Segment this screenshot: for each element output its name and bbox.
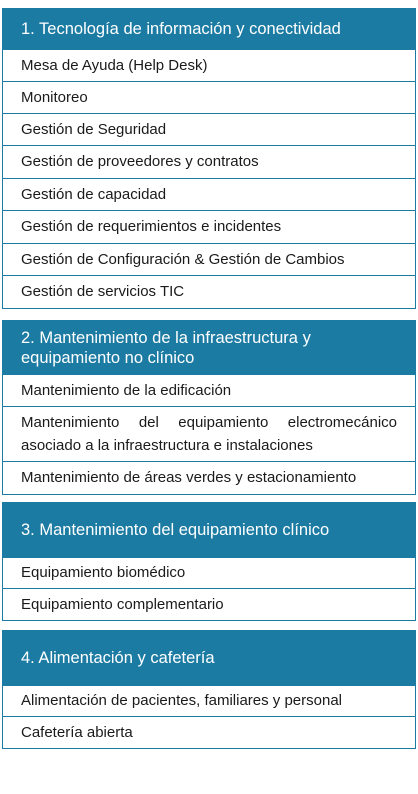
section-title: 4. Alimentación y cafetería <box>21 648 215 667</box>
list-item: Alimentación de pacientes, familiares y personal <box>2 685 416 717</box>
section-alimentacion <box>2 630 416 749</box>
list-item: Gestión de proveedores y contratos <box>2 146 416 179</box>
section-tic <box>2 8 416 309</box>
list-item: Cafetería abierta <box>2 717 416 749</box>
section-title: 1. Tecnología de información y conectividad <box>21 19 341 38</box>
list-item: Mantenimiento de la edificación <box>2 374 416 407</box>
section-title: 3. Mantenimiento del equipamiento clínico <box>21 520 330 539</box>
section-title: 2. Mantenimiento de la infraestructura y equipamiento no clínico <box>21 329 311 367</box>
list-item: Gestión de Seguridad <box>2 114 416 146</box>
section-header <box>2 8 416 49</box>
list-item: Mantenimiento de áreas verdes y estacionamiento <box>2 462 416 495</box>
list-item: Equipamiento complementario <box>2 589 416 621</box>
list-item: Gestión de servicios TIC <box>2 276 416 309</box>
list-item: Gestión de requerimientos e incidentes <box>2 211 416 244</box>
section-infraestructura <box>2 320 416 495</box>
list-item: Equipamiento biomédico <box>2 557 416 589</box>
list-item: Mesa de Ayuda (Help Desk) <box>2 49 416 82</box>
list-item: Gestión de Configuración & Gestión de Cambios <box>2 244 416 276</box>
section-header <box>2 502 416 557</box>
section-header <box>2 320 416 374</box>
section-header <box>2 630 416 685</box>
section-equipamiento-clinico <box>2 502 416 621</box>
list-item: Monitoreo <box>2 82 416 114</box>
list-item: Gestión de capacidad <box>2 179 416 211</box>
list-item: Mantenimiento del equipamiento electromecánico asociado a la infraestructura e instalaciones <box>2 407 416 462</box>
